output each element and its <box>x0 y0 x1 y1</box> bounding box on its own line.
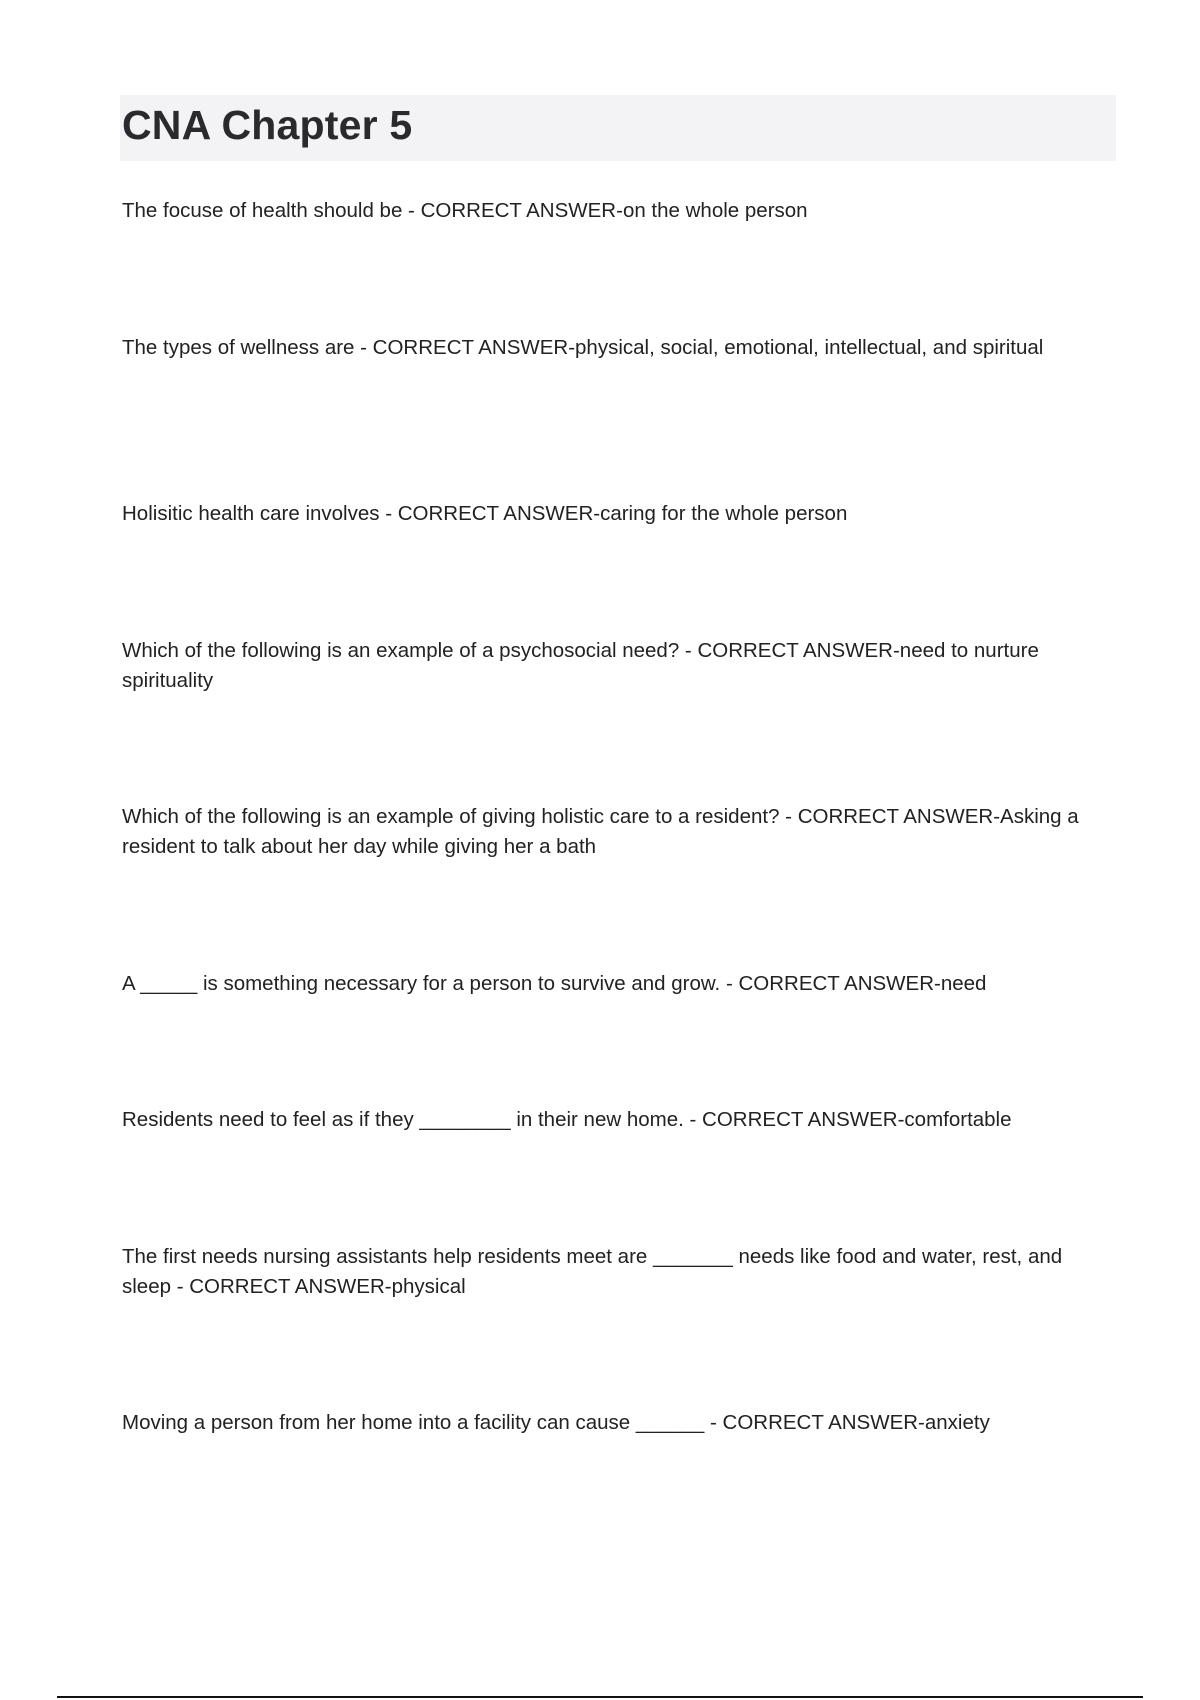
qa-item-2: The types of wellness are - CORRECT ANSWER-physical, social, emotional, intellectual, and spiritual <box>122 336 1044 359</box>
page-title: CNA Chapter 5 <box>122 102 413 148</box>
qa-item-3: Holisitic health care involves - CORRECT ANSWER-caring for the whole person <box>122 502 848 525</box>
bottom-divider <box>57 1696 1143 1698</box>
qa-item-6: A _____ is something necessary for a person to survive and grow. - CORRECT ANSWER-need <box>122 972 987 995</box>
title-bar <box>120 95 1116 161</box>
qa-item-1: The focuse of health should be - CORRECT ANSWER-on the whole person <box>122 199 808 222</box>
qa-item-5: Which of the following is an example of giving holistic care to a resident? - CORRECT ANSWER-Asking a resident to talk about her day while giving her a bath <box>122 805 1079 858</box>
qa-item-9: Moving a person from her home into a facility can cause ______ - CORRECT ANSWER-anxiety <box>122 1411 990 1434</box>
qa-item-4: Which of the following is an example of a psychosocial need? - CORRECT ANSWER-need to nurture spirituality <box>122 639 1039 692</box>
qa-item-8: The first needs nursing assistants help residents meet are _______ needs like food and water, rest, and sleep - CORRECT ANSWER-physical <box>122 1245 1063 1298</box>
qa-item-7: Residents need to feel as if they ________ in their new home. - CORRECT ANSWER-comfortable <box>122 1108 1012 1131</box>
